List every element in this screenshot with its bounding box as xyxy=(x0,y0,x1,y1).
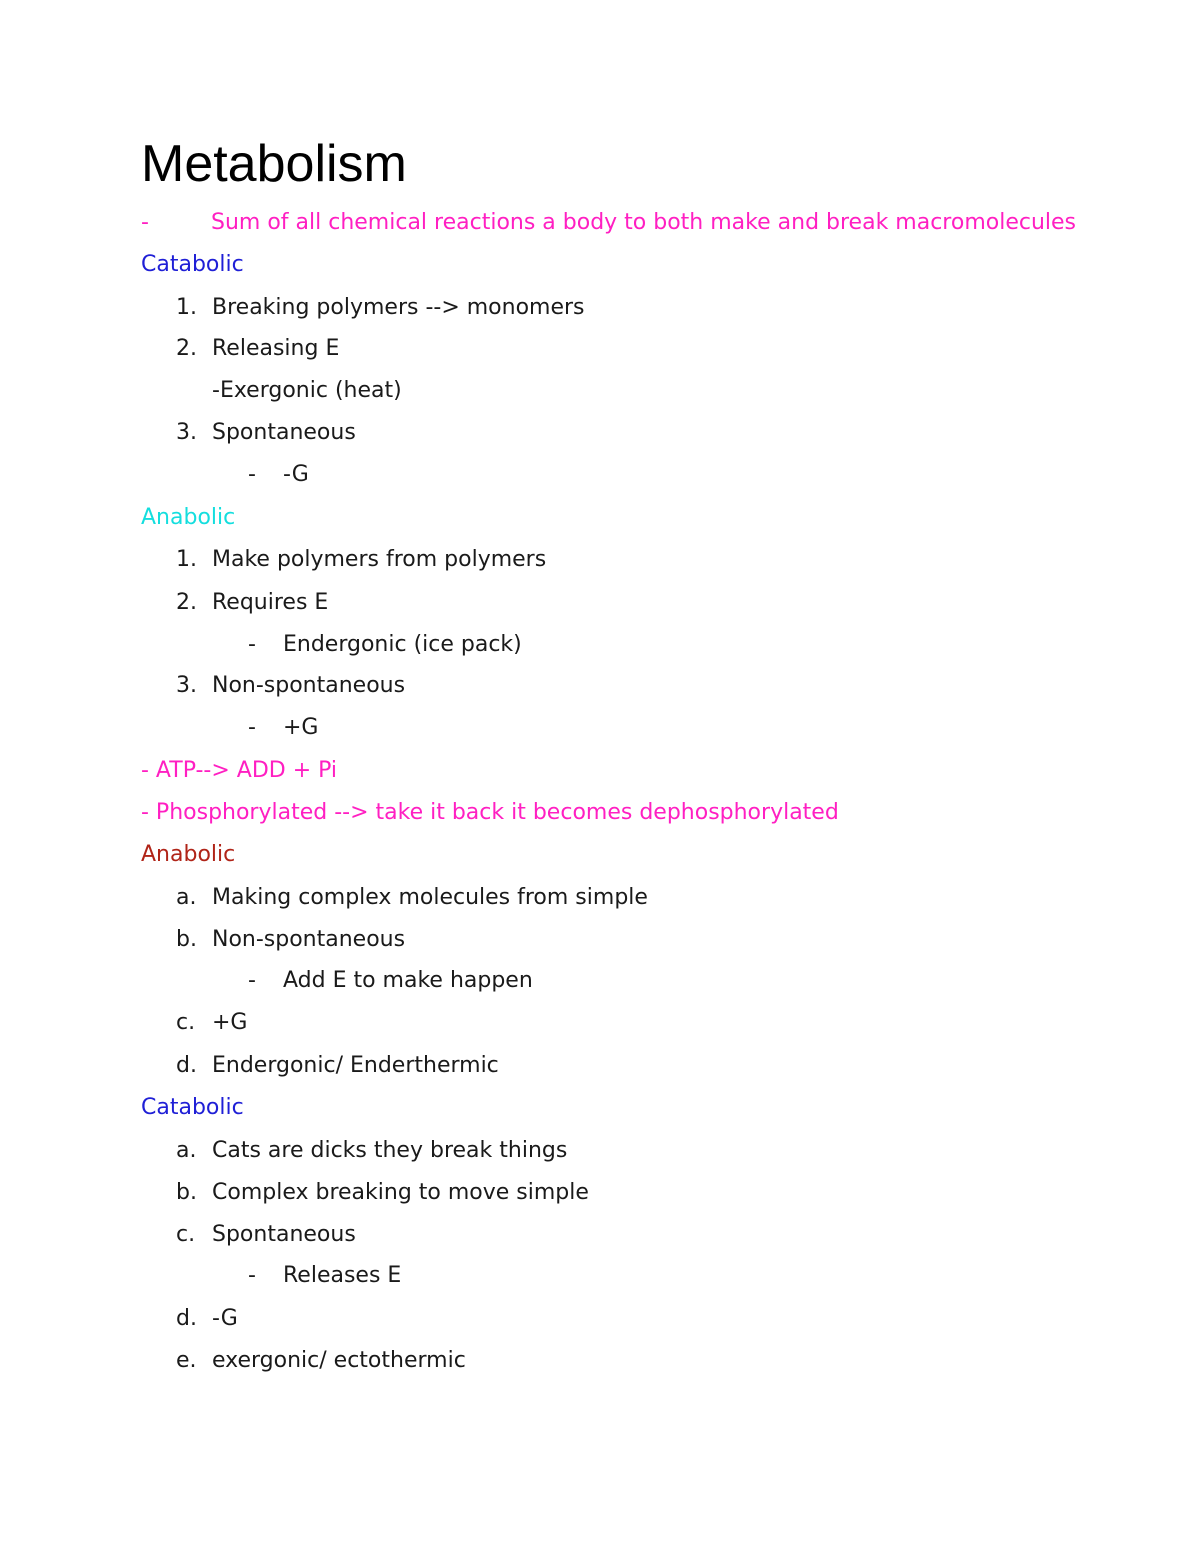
intro-text: Sum of all chemical reactions a body to both make and break macromolecules xyxy=(211,210,1077,235)
list-marker: 1. xyxy=(176,295,197,320)
list-item-text: -G xyxy=(212,1306,238,1331)
list-marker: d. xyxy=(176,1053,197,1078)
list-item xyxy=(212,377,402,405)
list-item xyxy=(176,926,405,954)
list-item-text: Make polymers from polymers xyxy=(212,547,547,572)
list-item-text: Add E to make happen xyxy=(283,968,533,993)
list-marker: a. xyxy=(176,1138,197,1163)
list-item xyxy=(248,967,533,995)
section-heading-anabolic-2: Anabolic xyxy=(141,842,236,867)
list-item xyxy=(176,1305,238,1333)
list-item xyxy=(176,1137,567,1165)
page-title: Metabolism xyxy=(141,135,407,193)
list-marker: 3. xyxy=(176,420,197,445)
intro-line xyxy=(141,209,1076,237)
list-marker: - xyxy=(248,462,256,487)
list-marker: a. xyxy=(176,885,197,910)
list-item xyxy=(176,1221,356,1249)
list-item xyxy=(176,672,405,700)
list-item-text: Cats are dicks they break things xyxy=(212,1138,568,1163)
list-item-text: Non-spontaneous xyxy=(212,673,406,698)
list-item xyxy=(176,1052,499,1080)
list-item xyxy=(176,589,328,617)
list-marker: 1. xyxy=(176,547,197,572)
list-item xyxy=(176,335,339,363)
list-item xyxy=(176,884,648,912)
list-item-text: Non-spontaneous xyxy=(212,927,406,952)
list-item-text: +G xyxy=(212,1010,248,1035)
list-marker: 2. xyxy=(176,336,197,361)
list-item-text: -G xyxy=(283,462,309,487)
list-item xyxy=(176,1179,589,1207)
list-item-text: Complex breaking to move simple xyxy=(212,1180,589,1205)
list-item xyxy=(248,714,318,742)
section-heading-catabolic: Catabolic xyxy=(141,252,244,277)
list-item xyxy=(176,294,585,322)
list-item xyxy=(176,1347,466,1375)
section-heading-catabolic-2: Catabolic xyxy=(141,1095,244,1120)
list-item-text: Endergonic/ Enderthermic xyxy=(212,1053,499,1078)
list-item xyxy=(248,461,309,489)
list-item xyxy=(176,546,546,574)
list-marker: 2. xyxy=(176,590,197,615)
list-item-text: -Exergonic (heat) xyxy=(212,378,402,403)
list-marker: - xyxy=(248,1263,256,1288)
list-item-text: Endergonic (ice pack) xyxy=(283,632,522,657)
list-marker: - xyxy=(248,715,256,740)
list-marker: c. xyxy=(176,1010,196,1035)
list-marker: c. xyxy=(176,1222,196,1247)
list-marker: - xyxy=(248,632,256,657)
list-item-text: Breaking polymers --> monomers xyxy=(212,295,585,320)
list-item-text: exergonic/ ectothermic xyxy=(212,1348,466,1373)
list-marker: e. xyxy=(176,1348,197,1373)
list-item xyxy=(248,1262,401,1290)
list-item-text: Requires E xyxy=(212,590,329,615)
list-item-text: Making complex molecules from simple xyxy=(212,885,648,910)
list-marker: b. xyxy=(176,927,197,952)
intro-marker: - xyxy=(141,210,149,235)
list-item xyxy=(176,419,356,447)
note-atp: - ATP--> ADD + Pi xyxy=(141,758,338,783)
list-item-text: Releases E xyxy=(283,1263,402,1288)
list-item-text: +G xyxy=(283,715,319,740)
list-marker: b. xyxy=(176,1180,197,1205)
list-item xyxy=(248,631,522,659)
list-item-text: Spontaneous xyxy=(212,420,356,445)
section-heading-anabolic: Anabolic xyxy=(141,505,236,530)
list-item-text: Releasing E xyxy=(212,336,340,361)
list-marker: 3. xyxy=(176,673,197,698)
list-marker: - xyxy=(248,968,256,993)
list-item-text: Spontaneous xyxy=(212,1222,356,1247)
note-phosphorylated: - Phosphorylated --> take it back it becomes dephosphorylated xyxy=(141,800,839,825)
list-item xyxy=(176,1009,247,1037)
list-marker: d. xyxy=(176,1306,197,1331)
